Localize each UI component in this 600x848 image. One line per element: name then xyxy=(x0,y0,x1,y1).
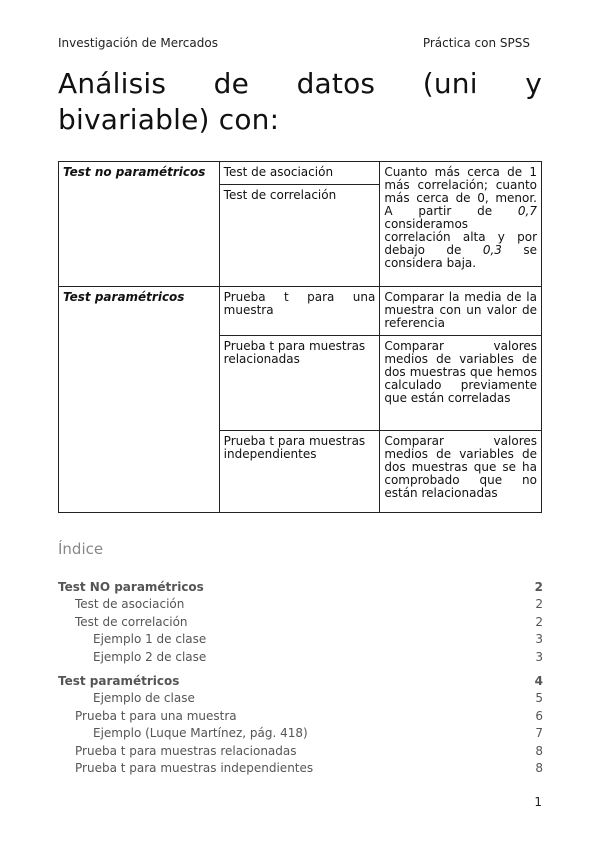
toc-entry-page: 3 xyxy=(535,632,543,647)
header-practice: Práctica con SPSS xyxy=(422,36,530,50)
toc-entry-label: Prueba t para una muestra xyxy=(75,708,237,723)
toc-entry-label: Prueba t para muestras independientes xyxy=(75,760,314,775)
test-one-sample: Prueba t para una muestra xyxy=(219,287,380,336)
low-threshold-value: 0,3 xyxy=(482,243,502,257)
toc-entry-label: Test de correlación xyxy=(75,614,188,629)
toc-entry[interactable] xyxy=(58,743,543,760)
toc-entry-label: Test de asociación xyxy=(75,597,185,612)
toc-entry-label: Ejemplo 1 de clase xyxy=(93,632,207,647)
toc-entry-label: Test paramétricos xyxy=(58,674,180,688)
page-number: 1 xyxy=(534,795,542,809)
test-association: Test de asociación xyxy=(219,162,380,185)
nonparametric-description xyxy=(380,162,542,287)
toc-entry-page: 2 xyxy=(534,580,543,594)
toc-entry[interactable] xyxy=(58,760,543,777)
table-row xyxy=(59,287,542,336)
test-related-samples: Prueba t para muestras relacionadas xyxy=(219,336,380,431)
toc-entry-label: Ejemplo (Luque Martínez, pág. 418) xyxy=(93,726,308,741)
toc-entry-page: 8 xyxy=(535,760,543,775)
toc-entry[interactable] xyxy=(58,690,543,707)
description-text: se considera baja. xyxy=(384,243,537,270)
toc-entry-page: 6 xyxy=(535,708,543,723)
description-text: consideramos correlación alta y por debajo de xyxy=(384,217,537,257)
index-heading: Índice xyxy=(58,540,104,558)
one-sample-description: Comparar la media de la muestra con un valor de referencia xyxy=(380,287,542,336)
toc-entry-page: 2 xyxy=(535,614,543,629)
toc-entry-page: 5 xyxy=(535,691,543,706)
description-text: Cuanto más cerca de 1 más correlación; cuanto más cerca de 0, menor. A partir de xyxy=(384,165,537,218)
toc-entry-label: Ejemplo 2 de clase xyxy=(93,649,207,664)
toc-entry[interactable] xyxy=(58,673,543,690)
related-samples-description: Comparar valores medios de variables de dos muestras que hemos calculado previamente que están correladas xyxy=(380,336,542,431)
toc-entry-label: Ejemplo de clase xyxy=(93,691,195,706)
table-row xyxy=(59,162,542,185)
toc-entry[interactable] xyxy=(58,725,543,742)
toc-group-parametric xyxy=(58,673,543,777)
header-course: Investigación de Mercados xyxy=(58,36,218,50)
high-threshold-value: 0,7 xyxy=(517,204,537,218)
toc-entry[interactable] xyxy=(58,596,543,613)
test-independent-samples: Prueba t para muestras independientes xyxy=(219,431,380,513)
test-correlation: Test de correlación xyxy=(219,185,380,287)
toc-entry-label: Prueba t para muestras relacionadas xyxy=(75,743,297,758)
tests-table xyxy=(58,161,542,513)
independent-samples-description: Comparar valores medios de variables de dos muestras que se ha comprobado que no están relacionadas xyxy=(380,431,542,513)
toc-entry-label: Test NO paramétricos xyxy=(58,580,204,594)
category-nonparametric: Test no paramétricos xyxy=(59,162,220,287)
toc-entry-page: 3 xyxy=(535,649,543,664)
toc-entry[interactable] xyxy=(58,579,543,596)
toc-entry[interactable] xyxy=(58,708,543,725)
toc-entry-page: 7 xyxy=(535,726,543,741)
category-parametric: Test paramétricos xyxy=(59,287,220,513)
toc-entry-page: 8 xyxy=(535,743,543,758)
document-title: Análisis de datos (uni y bivariable) con: xyxy=(58,67,542,136)
toc-entry[interactable] xyxy=(58,614,543,631)
toc-entry-page: 4 xyxy=(534,674,543,688)
toc-group-nonparametric xyxy=(58,579,543,666)
toc-entry[interactable] xyxy=(58,631,543,648)
toc-entry[interactable] xyxy=(58,649,543,666)
toc-entry-page: 2 xyxy=(535,597,543,612)
page-header xyxy=(58,36,530,50)
